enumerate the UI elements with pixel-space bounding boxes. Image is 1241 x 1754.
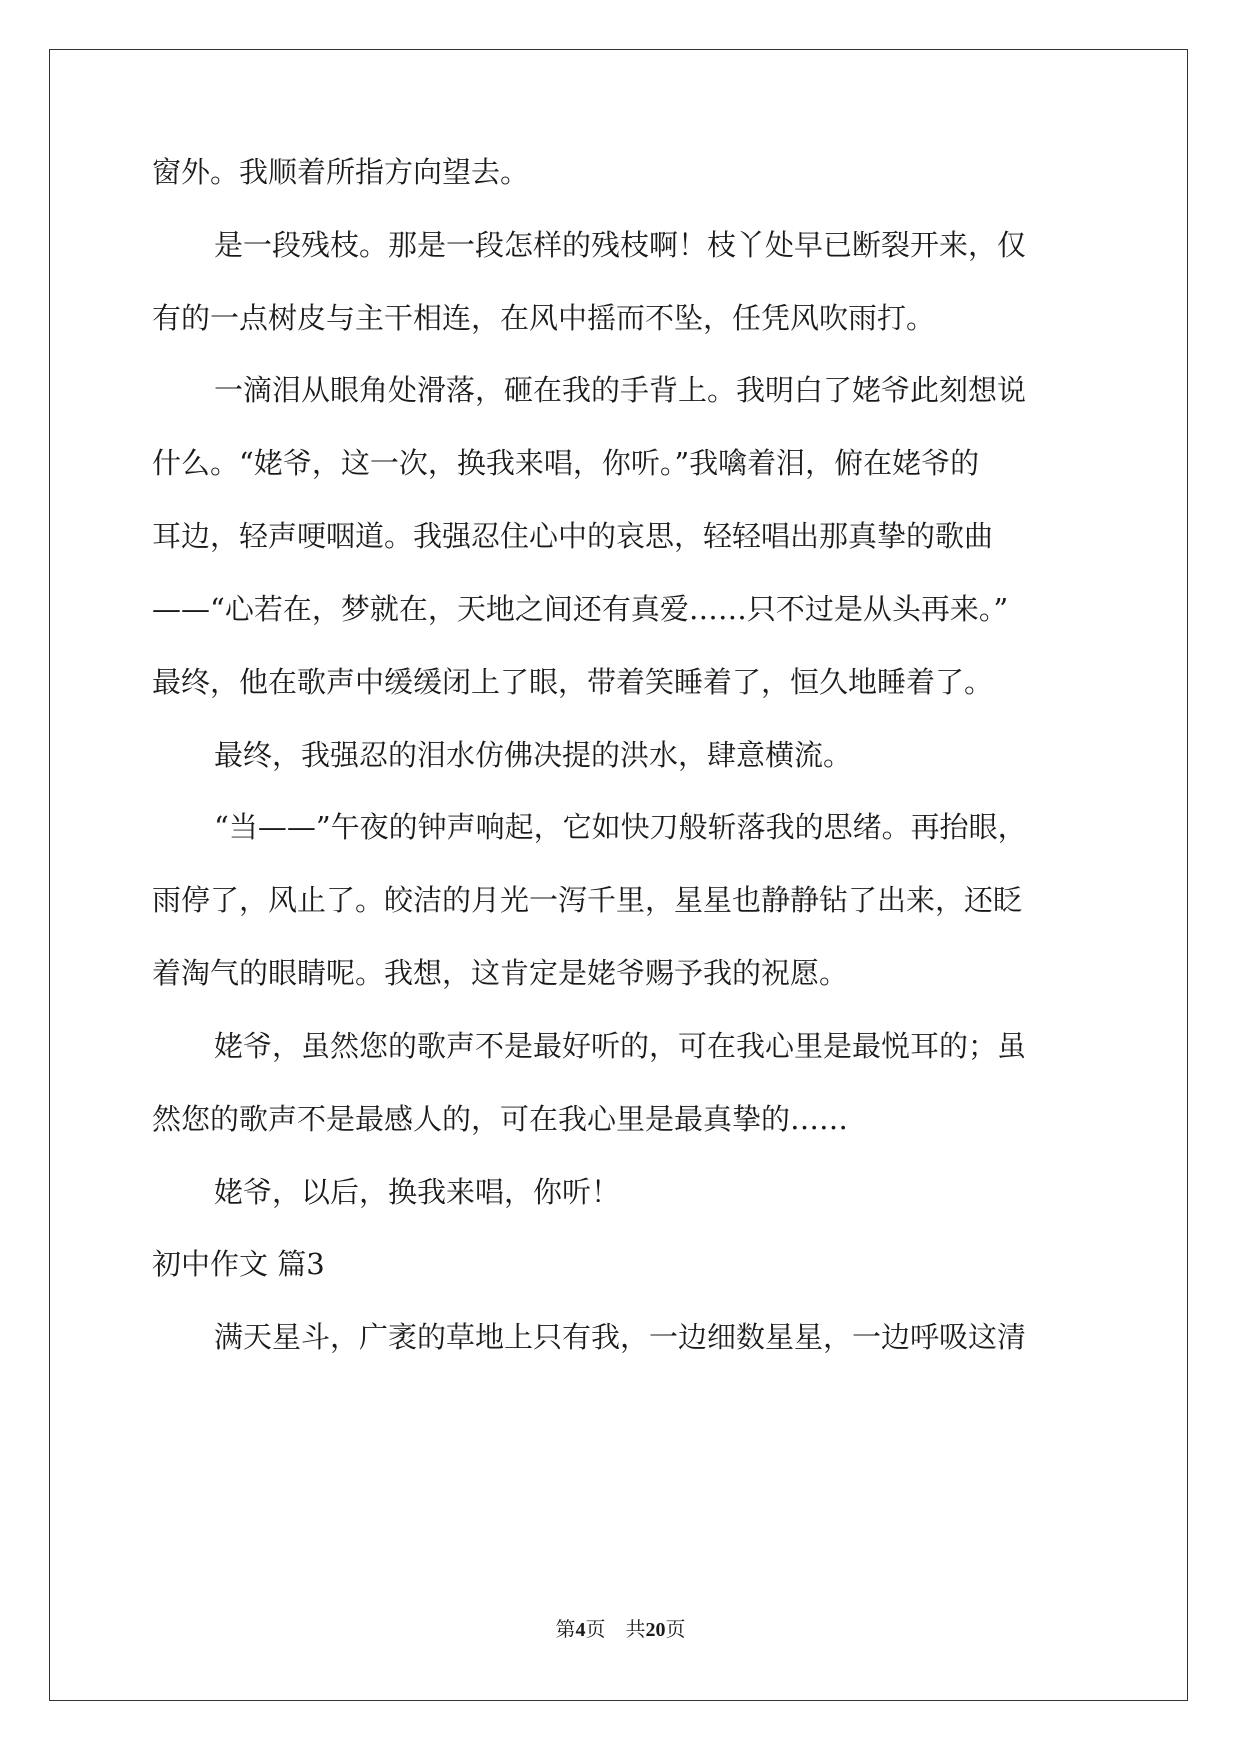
current-page-number: 4 [575, 1619, 586, 1641]
text-line: 最终，他在歌声中缓缓闭上了眼，带着笑睡着了，恒久地睡着了。 [152, 665, 994, 699]
text-line: “当——”午夜的钟声响起，它如快刀般斩落我的思绪。再抬眼， [214, 810, 1027, 844]
text-line: 然您的歌声不是最感人的，可在我心里是最真挚的…… [152, 1102, 849, 1136]
text-line: ——“心若在，梦就在，天地之间还有真爱……只不过是从头再来。” [152, 592, 1009, 626]
text-line: 最终，我强忍的泪水仿佛决提的洪水，肆意横流。 [214, 738, 853, 772]
text-line: 姥爷，以后，换我来唱，你听！ [214, 1175, 621, 1209]
page-border [49, 49, 1188, 1701]
footer-suffix: 页 [665, 1619, 686, 1641]
text-line: 姥爷，虽然您的歌声不是最好听的，可在我心里是最悦耳的；虽 [214, 1029, 1027, 1063]
footer-middle: 页 共 [585, 1619, 646, 1641]
text-line: 是一段残枝。那是一段怎样的残枝啊！枝丫处早已断裂开来，仅 [214, 228, 1027, 262]
text-line: 窗外。我顺着所指方向望去。 [152, 155, 530, 189]
text-line: 有的一点树皮与主干相连，在风中摇而不坠，任凭风吹雨打。 [152, 301, 936, 335]
text-line: 什么。“姥爷，这一次，换我来唱，你听。”我噙着泪，俯在姥爷的 [152, 446, 980, 480]
text-line: 满天星斗，广袤的草地上只有我，一边细数星星，一边呼吸这清 [214, 1320, 1027, 1354]
footer-prefix: 第 [555, 1619, 576, 1641]
page-footer [0, 1613, 1241, 1642]
total-pages-number: 20 [645, 1619, 666, 1641]
text-line: 一滴泪从眼角处滑落，砸在我的手背上。我明白了姥爷此刻想说 [214, 373, 1027, 407]
section-heading: 初中作文 篇3 [152, 1247, 325, 1281]
text-line: 雨停了，风止了。皎洁的月光一泻千里，星星也静静钻了出来，还眨 [152, 883, 1023, 917]
text-line: 耳边，轻声哽咽道。我强忍住心中的哀思，轻轻唱出那真挚的歌曲 [152, 519, 994, 553]
text-line: 着淘气的眼睛呢。我想，这肯定是姥爷赐予我的祝愿。 [152, 956, 849, 990]
